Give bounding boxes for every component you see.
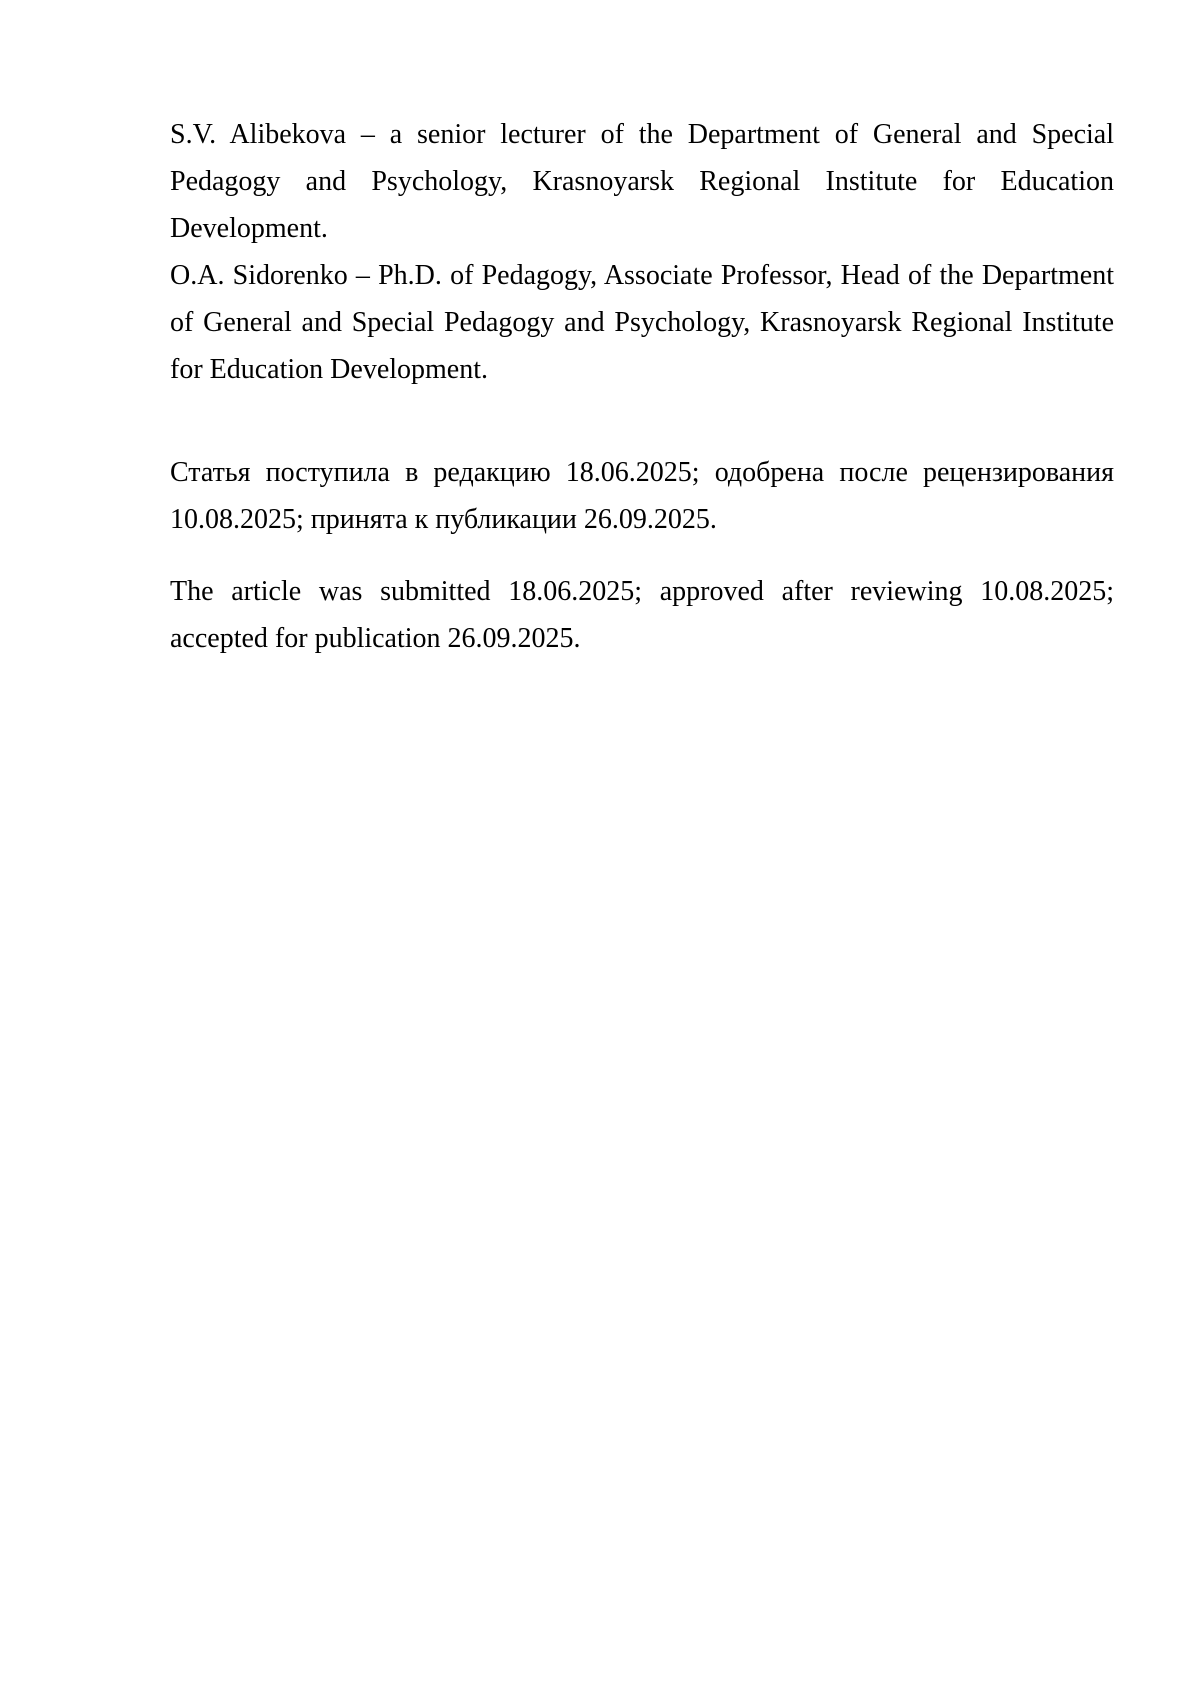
author-bio-paragraph-1: S.V. Alibekova – a senior lecturer of the Department of General and Special Pedagogy and Psychology, Krasnoyarsk Regional Institute for Education Development. (170, 119, 1114, 244)
submission-history-english: The article was submitted 18.06.2025; approved after reviewing 10.08.2025; accepted for publication 26.09.2025. (170, 576, 1114, 654)
page-content (170, 111, 1114, 662)
submission-history-russian: Статья поступила в редакцию 18.06.2025; одобрена после рецензирования 10.08.2025; принята к публикации 26.09.2025. (170, 457, 1114, 535)
author-bio-paragraph-2: O.A. Sidorenko – Ph.D. of Pedagogy, Associate Professor, Head of the Department of General and Special Pedagogy and Psychology, Krasnoyarsk Regional Institute for Education Development. (170, 260, 1114, 385)
